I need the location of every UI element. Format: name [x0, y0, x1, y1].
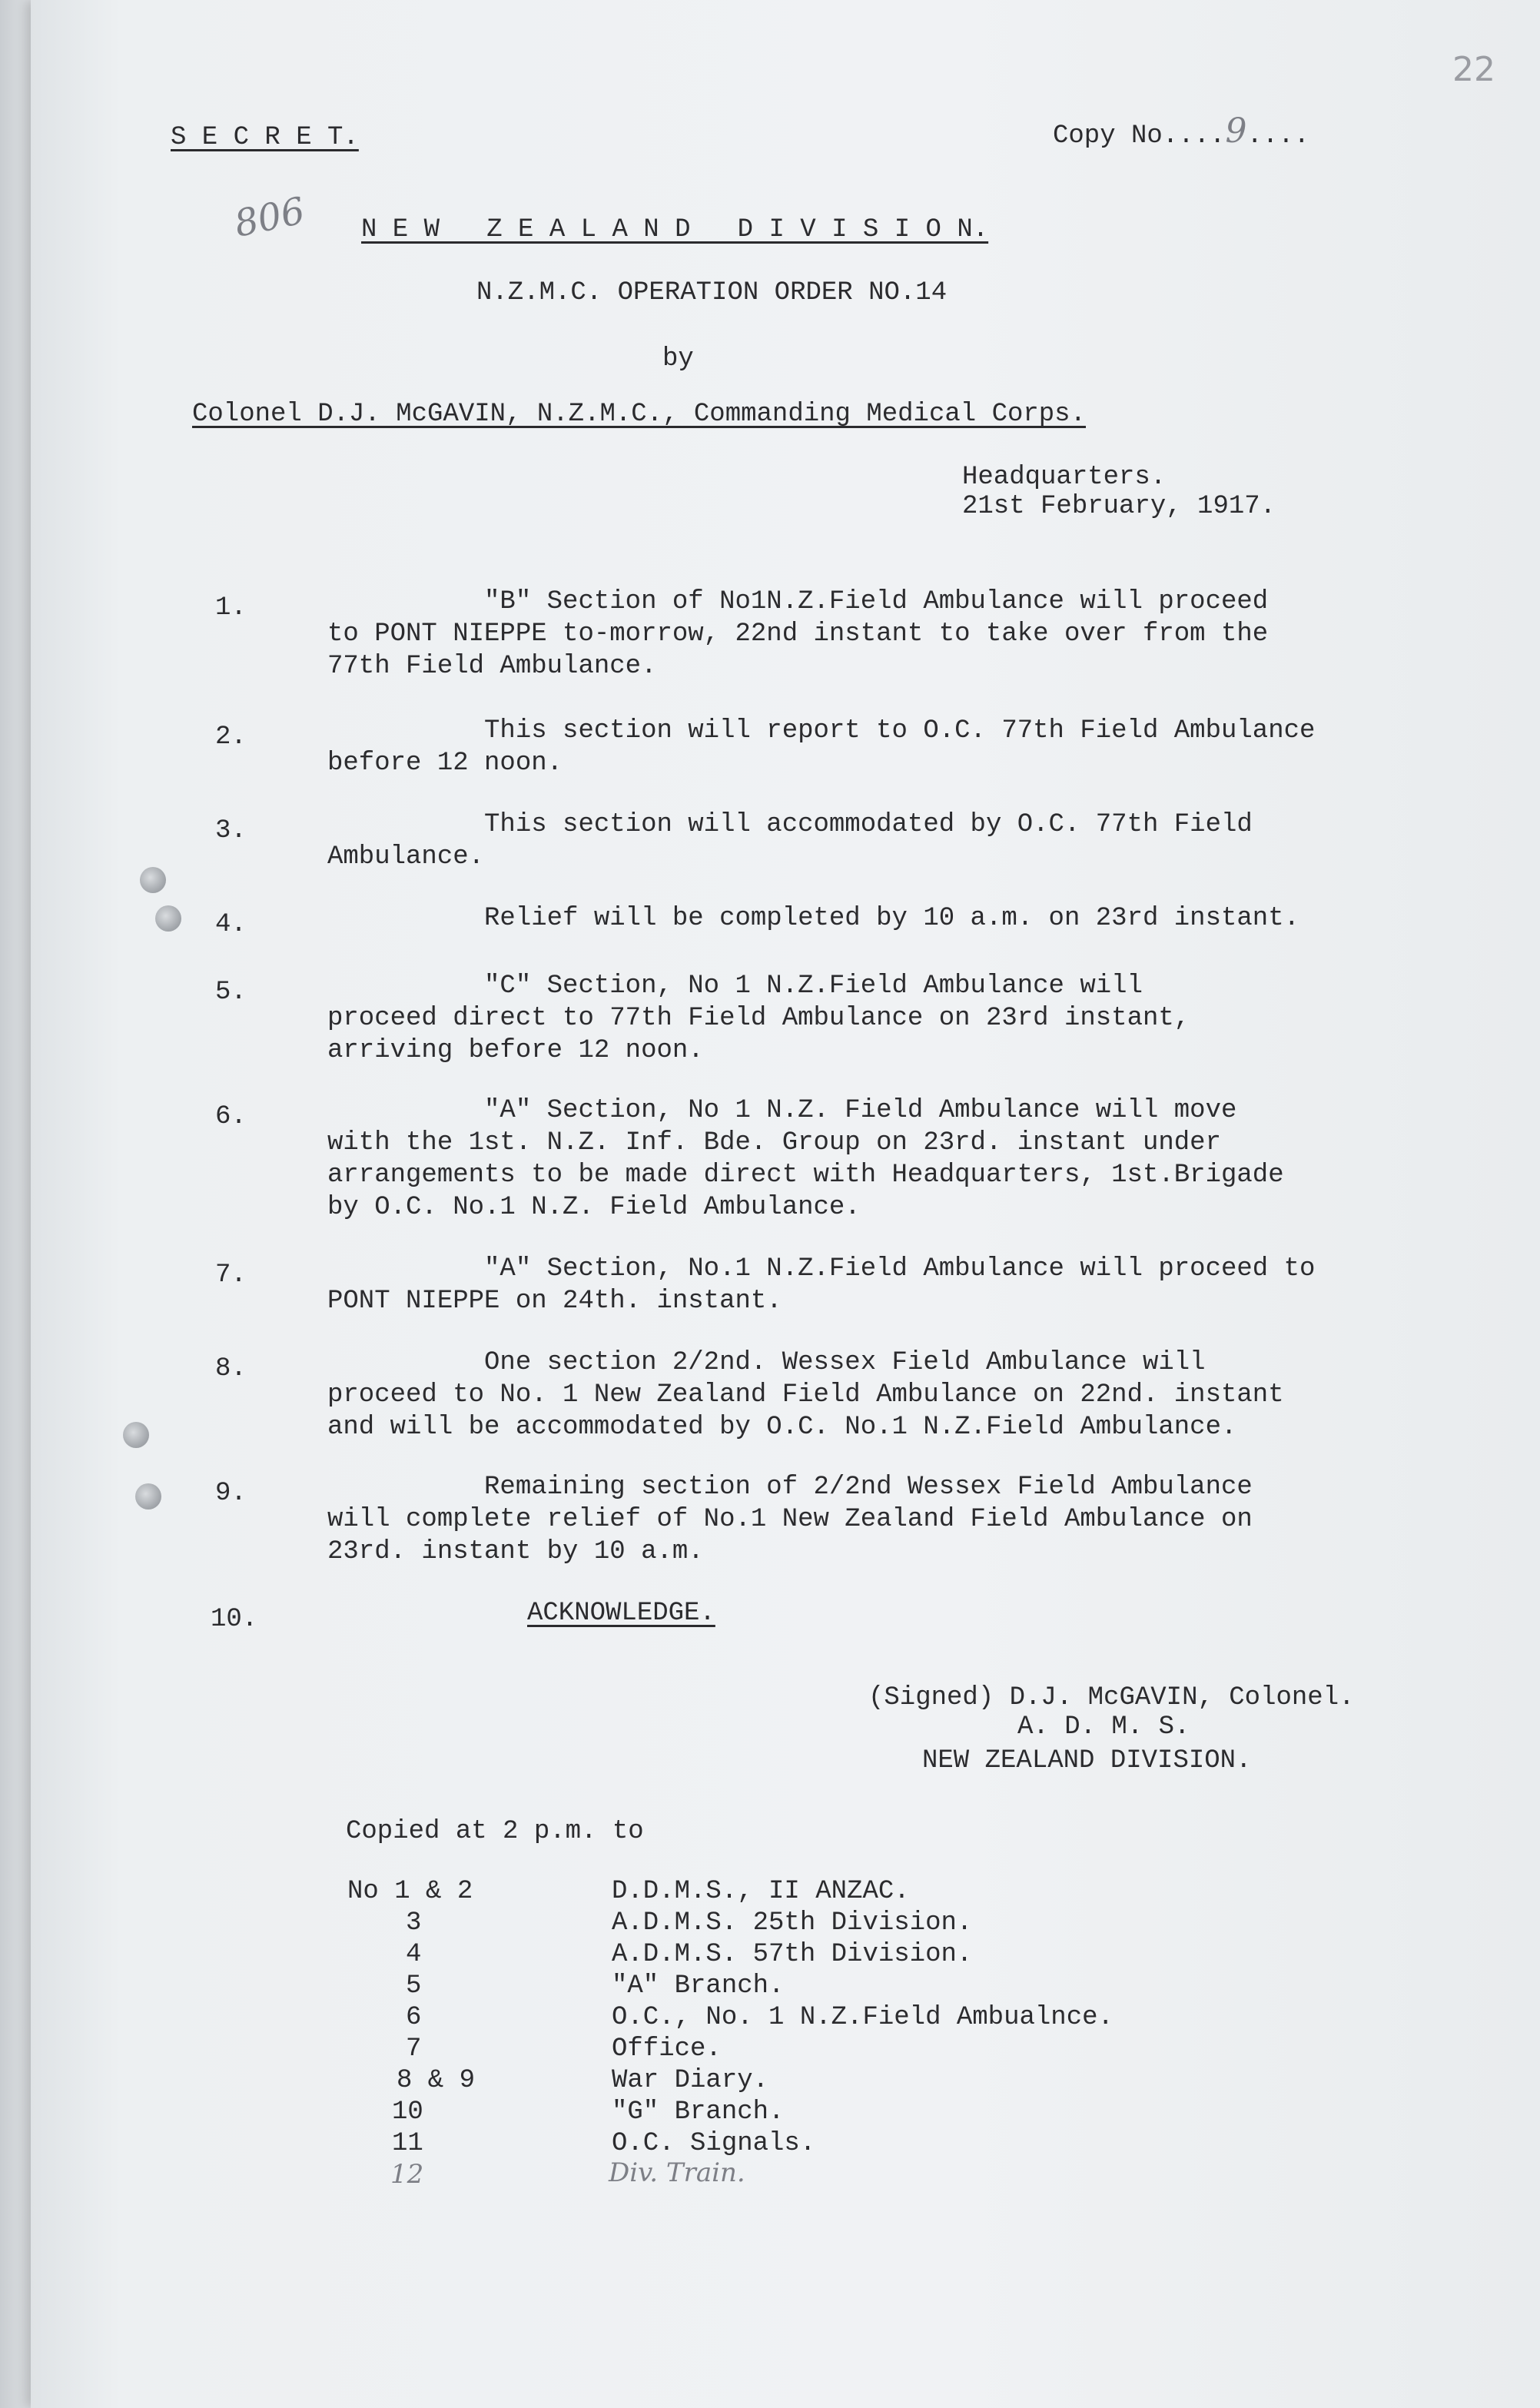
signature-line-1: (Signed) D.J. McGAVIN, Colonel. [868, 1683, 1355, 1712]
paragraph-number: 4. [215, 910, 247, 939]
location: Headquarters. [962, 463, 1167, 492]
distribution-copy-number: 5 [406, 1971, 422, 2001]
paragraph-number: 10. [211, 1605, 258, 1634]
division-title: N E W Z E A L A N D D I V I S I O N. [361, 215, 989, 244]
distribution-copy-number: 11 [392, 2129, 423, 2158]
document-page [31, 0, 1540, 2408]
paragraph-number: 8. [215, 1354, 247, 1383]
paragraph-line: and will be accommodated by O.C. No.1 N.Z.Field Ambulance. [327, 1413, 1237, 1442]
paragraph-line: proceed to No. 1 New Zealand Field Ambulance on 22nd. instant [327, 1380, 1284, 1410]
paragraph-line: will complete relief of No.1 New Zealand Field Ambulance on [327, 1505, 1253, 1534]
paragraph-line: Relief will be completed by 10 a.m. on 23rd instant. [327, 904, 1300, 933]
paragraph-line: by O.C. No.1 N.Z. Field Ambulance. [327, 1193, 861, 1222]
distribution-copy-number: 4 [406, 1940, 422, 1969]
paragraph-line: "B" Section of No1N.Z.Field Ambulance will proceed [327, 587, 1269, 616]
date: 21st February, 1917. [962, 492, 1276, 521]
punch-hole [123, 1422, 149, 1448]
paragraph-number: 5. [215, 978, 247, 1007]
paragraph-line: PONT NIEPPE on 24th. instant. [327, 1287, 782, 1316]
distribution-recipient: O.C., No. 1 N.Z.Field Ambualnce. [612, 2003, 1114, 2032]
punch-hole [135, 1483, 161, 1510]
paragraph-line: proceed direct to 77th Field Ambulance on 23rd instant, [327, 1004, 1190, 1033]
handwritten-copy-number: 12 [390, 2159, 424, 2190]
distribution-recipient: "G" Branch. [612, 2097, 785, 2127]
order-title: N.Z.M.C. OPERATION ORDER NO.14 [476, 278, 948, 307]
paragraph-line: arrangements to be made direct with Headquarters, 1st.Brigade [327, 1161, 1284, 1190]
distribution-copy-number: 6 [406, 2003, 422, 2032]
distribution-recipient: A.D.M.S. 57th Division. [612, 1940, 973, 1969]
paragraph-line: "A" Section, No.1 N.Z.Field Ambulance will proceed to [327, 1254, 1316, 1284]
page-edge [0, 0, 31, 2408]
archive-number: 806 [231, 189, 309, 246]
paragraph-line: 77th Field Ambulance. [327, 652, 657, 681]
author-line: Colonel D.J. McGAVIN, N.Z.M.C., Commanding Medical Corps. [192, 400, 1086, 429]
paragraph-number: 6. [215, 1102, 247, 1131]
copied-heading: Copied at 2 p.m. to [346, 1817, 644, 1846]
distribution-recipient: Office. [612, 2034, 722, 2064]
paragraph-line: Ambulance. [327, 842, 485, 872]
paragraph-line: One section 2/2nd. Wessex Field Ambulance will [327, 1348, 1206, 1377]
distribution-recipient: O.C. Signals. [612, 2129, 816, 2158]
distribution-copy-number: 8 & 9 [397, 2066, 476, 2095]
distribution-copy-number: 3 [406, 1908, 422, 1938]
distribution-recipient: War Diary. [612, 2066, 769, 2095]
paragraph-number: 2. [215, 722, 247, 752]
handwritten-recipient: Div. Train. [609, 2157, 745, 2188]
by-line: by [662, 344, 694, 374]
paragraph-line: with the 1st. N.Z. Inf. Bde. Group on 23rd. instant under [327, 1128, 1221, 1158]
acknowledge: ACKNOWLEDGE. [527, 1599, 715, 1628]
paragraph-line: "C" Section, No 1 N.Z.Field Ambulance will [327, 972, 1143, 1001]
paragraph-line: 23rd. instant by 10 a.m. [327, 1537, 704, 1566]
paragraph-line: This section will accommodated by O.C. 77th Field [327, 810, 1253, 839]
signature-line-2: A. D. M. S. [1017, 1712, 1190, 1742]
distribution-copy-number: No 1 & 2 [347, 1877, 473, 1906]
classification: S E C R E T. [171, 123, 359, 152]
paragraph-line: "A" Section, No 1 N.Z. Field Ambulance will move [327, 1096, 1237, 1125]
paragraph-number: 9. [215, 1479, 247, 1508]
paragraph-number: 1. [215, 593, 247, 623]
paragraph-number: 7. [215, 1260, 247, 1290]
paragraph-line: before 12 noon. [327, 749, 563, 778]
distribution-recipient: D.D.M.S., II ANZAC. [612, 1877, 910, 1906]
punch-hole [155, 905, 181, 932]
distribution-copy-number: 10 [392, 2097, 423, 2127]
paragraph-line: Remaining section of 2/2nd Wessex Field Ambulance [327, 1473, 1253, 1502]
distribution-copy-number: 7 [406, 2034, 422, 2064]
punch-hole [140, 867, 166, 893]
paragraph-line: to PONT NIEPPE to-morrow, 22nd instant to take over from the [327, 619, 1269, 649]
paragraph-number: 3. [215, 816, 247, 845]
paragraph-line: This section will report to O.C. 77th Field Ambulance [327, 716, 1316, 746]
distribution-recipient: A.D.M.S. 25th Division. [612, 1908, 973, 1938]
distribution-recipient: "A" Branch. [612, 1971, 785, 2001]
signature-line-3: NEW ZEALAND DIVISION. [922, 1746, 1252, 1775]
page-number: 22 [1452, 50, 1495, 89]
copy-number: Copy No....9.... [1053, 111, 1310, 151]
paragraph-line: arriving before 12 noon. [327, 1036, 704, 1065]
